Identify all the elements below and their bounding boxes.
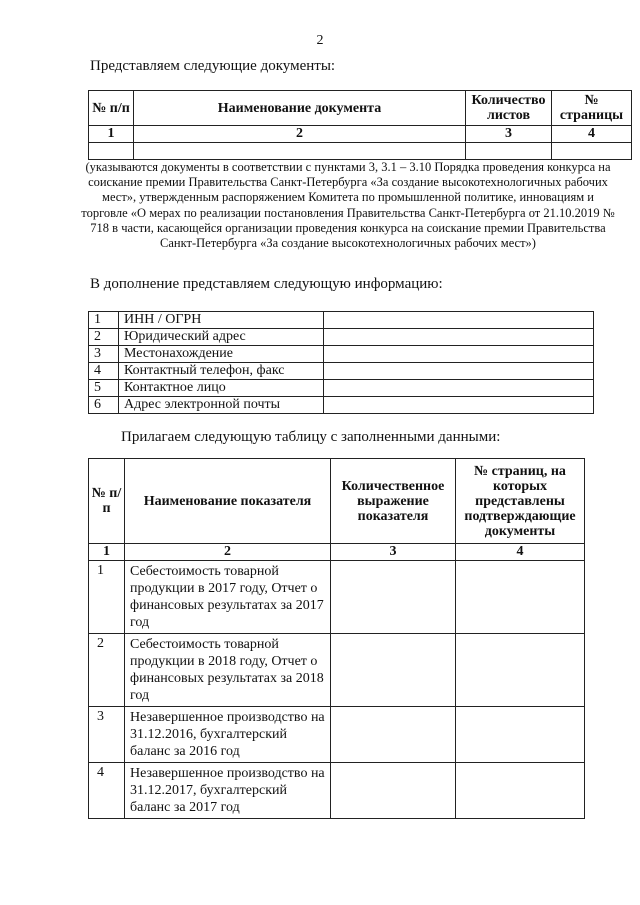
- column-number: 4: [456, 544, 585, 561]
- row-label: Юридический адрес: [119, 329, 324, 346]
- documents-intro: Представляем следующие документы:: [90, 58, 336, 74]
- info-intro: В дополнение представляем следующую информацию:: [90, 276, 443, 292]
- indicator-name: Себестоимость товарной продукции в 2018 году, Отчет о финансовых результатах за 2018 год: [125, 634, 331, 707]
- empty-cell[interactable]: [466, 143, 552, 160]
- value-cell[interactable]: [324, 363, 594, 380]
- table-row: [89, 329, 594, 346]
- column-number: 3: [331, 544, 456, 561]
- column-number-row: [89, 544, 585, 561]
- row-label: Адрес электронной почты: [119, 397, 324, 414]
- header-quantitative-value: Количественное выражение показателя: [331, 459, 456, 544]
- documents-table: [88, 90, 632, 160]
- table-header-row: [89, 459, 585, 544]
- value-cell[interactable]: [324, 312, 594, 329]
- column-number: 1: [89, 544, 125, 561]
- indicator-name: Незавершенное производство на 31.12.2017, бухгалтерский баланс за 2017 год: [125, 763, 331, 819]
- header-number: № п/п: [89, 91, 134, 126]
- row-number: 2: [89, 634, 125, 707]
- table-row: [89, 346, 594, 363]
- indicator-name: Незавершенное производство на 31.12.2016, бухгалтерский баланс за 2016 год: [125, 707, 331, 763]
- pages-cell[interactable]: [456, 634, 585, 707]
- column-number: 4: [552, 126, 632, 143]
- row-number: 1: [89, 312, 119, 329]
- header-document-name: Наименование документа: [134, 91, 466, 126]
- row-number: 3: [89, 346, 119, 363]
- column-number: 3: [466, 126, 552, 143]
- info-table: [88, 311, 594, 414]
- value-cell[interactable]: [324, 397, 594, 414]
- row-number: 4: [89, 763, 125, 819]
- value-cell[interactable]: [331, 561, 456, 634]
- value-cell[interactable]: [331, 634, 456, 707]
- table-row: [89, 763, 585, 819]
- header-indicator-name: Наименование показателя: [125, 459, 331, 544]
- table-row: [89, 380, 594, 397]
- indicators-table: [88, 458, 585, 819]
- column-number: 2: [125, 544, 331, 561]
- row-label: Контактный телефон, факс: [119, 363, 324, 380]
- pages-cell[interactable]: [456, 707, 585, 763]
- empty-cell[interactable]: [89, 143, 134, 160]
- value-cell[interactable]: [331, 707, 456, 763]
- column-number-row: [89, 126, 632, 143]
- table-row: [89, 397, 594, 414]
- table-row: [89, 312, 594, 329]
- pages-cell[interactable]: [456, 561, 585, 634]
- empty-cell[interactable]: [134, 143, 466, 160]
- value-cell[interactable]: [324, 380, 594, 397]
- table-row: [89, 634, 585, 707]
- column-number: 1: [89, 126, 134, 143]
- table-row: [89, 561, 585, 634]
- row-number: 3: [89, 707, 125, 763]
- indicator-name: Себестоимость товарной продукции в 2017 году, Отчет о финансовых результатах за 2017 год: [125, 561, 331, 634]
- table-row: [89, 143, 632, 160]
- column-number: 2: [134, 126, 466, 143]
- table-header-row: [89, 91, 632, 126]
- row-number: 5: [89, 380, 119, 397]
- row-label: Контактное лицо: [119, 380, 324, 397]
- row-label: Местонахождение: [119, 346, 324, 363]
- value-cell[interactable]: [324, 346, 594, 363]
- page-number: 2: [316, 33, 324, 48]
- header-page-number: № страницы: [552, 91, 632, 126]
- documents-note: (указываются документы в соответствии с пунктами 3, 3.1 – 3.10 Порядка проведения конкурса на соискание премии Правительства Санкт-Петербурга «За создание высокотехнологичных рабочих мест», утвержденным распоряжением Комитета по промышленной политике, инновациям и торговле «О мерах по реализации постановления Правительства Санкт-Петербурга от 21.10.2019 № 718 в части, касающейся организации проведения конкурса на соискание премии Правительства Санкт-Петербурга «За создание высокотехнологичных рабочих мест»): [81, 160, 615, 251]
- row-number: 4: [89, 363, 119, 380]
- row-number: 2: [89, 329, 119, 346]
- table-row: [89, 363, 594, 380]
- row-label: ИНН / ОГРН: [119, 312, 324, 329]
- row-number: 1: [89, 561, 125, 634]
- header-document-pages: № страниц, на которых представлены подтверждающие документы: [456, 459, 585, 544]
- header-number: № п/п: [89, 459, 125, 544]
- pages-cell[interactable]: [456, 763, 585, 819]
- table-row: [89, 707, 585, 763]
- value-cell[interactable]: [331, 763, 456, 819]
- row-number: 6: [89, 397, 119, 414]
- value-cell[interactable]: [324, 329, 594, 346]
- indicators-intro: Прилагаем следующую таблицу с заполненными данными:: [121, 429, 501, 445]
- empty-cell[interactable]: [552, 143, 632, 160]
- header-sheet-count: Количество листов: [466, 91, 552, 126]
